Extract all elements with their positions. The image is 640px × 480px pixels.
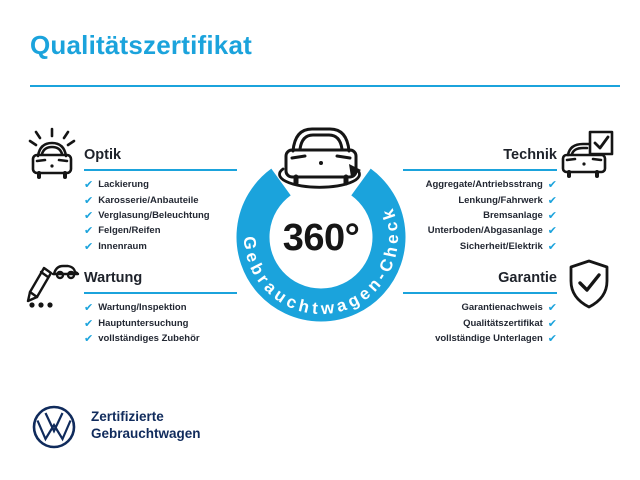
checklist-item: ✔ Unterboden/Abgasanlage	[427, 224, 557, 238]
check-icon: ✔	[84, 239, 94, 253]
section-wartung	[84, 270, 237, 346]
check-icon: ✔	[84, 316, 94, 330]
section-title-technik: Technik	[403, 147, 557, 171]
checklist-item: ✔ Innenraum	[84, 239, 147, 253]
footer-claim-line1: Zertifizierte	[91, 409, 164, 424]
technik-checklist	[403, 177, 557, 254]
check-icon: ✔	[547, 316, 557, 330]
garantie-checklist	[403, 300, 557, 346]
check-icon: ✔	[547, 301, 557, 315]
check-icon: ✔	[84, 193, 94, 207]
checklist-item: ✔ Aggregate/Antriebsstrang	[425, 178, 557, 192]
wartung-checklist	[84, 300, 237, 346]
checklist-item: ✔ Lenkung/Fahrwerk	[458, 193, 557, 207]
360-check-badge	[230, 125, 412, 325]
page-title: Qualitätszertifikat	[30, 30, 252, 60]
section-title-wartung: Wartung	[84, 270, 237, 294]
check-icon: ✔	[547, 178, 557, 192]
degree-label: 360°	[282, 217, 360, 259]
check-icon: ✔	[547, 331, 557, 345]
section-technik	[403, 147, 557, 254]
check-icon: ✔	[547, 224, 557, 238]
check-icon: ✔	[84, 208, 94, 222]
car-checkbox-icon	[558, 126, 616, 184]
checklist-item: ✔ Verglasung/Beleuchtung	[84, 208, 210, 222]
check-icon: ✔	[547, 239, 557, 253]
checklist-item: ✔ Wartung/Inspektion	[84, 301, 187, 315]
checklist-item: ✔ Lackierung	[84, 178, 149, 192]
checklist-item: ✔ Felgen/Reifen	[84, 224, 161, 238]
vw-logo-icon	[31, 404, 77, 450]
checklist-item: ✔ Hauptuntersuchung	[84, 316, 189, 330]
check-icon: ✔	[84, 331, 94, 345]
footer-claim-line2: Gebrauchtwagen	[91, 426, 201, 441]
section-garantie	[403, 270, 557, 346]
optik-checklist	[84, 177, 237, 254]
check-icon: ✔	[84, 301, 94, 315]
checklist-item: ✔ vollständiges Zubehör	[84, 331, 200, 345]
checklist-item: ✔ Karosserie/Anbauteile	[84, 193, 199, 207]
car-rotation-icon	[280, 129, 362, 187]
check-icon: ✔	[547, 193, 557, 207]
check-icon: ✔	[84, 224, 94, 238]
ring-label: Gebrauchtwagen-Check	[239, 205, 403, 319]
shield-check-icon	[563, 257, 615, 313]
checklist-item: ✔ Qualitätszertifikat	[463, 316, 557, 330]
checklist-item: ✔ Garantienachweis	[461, 301, 557, 315]
section-title-garantie: Garantie	[403, 270, 557, 294]
checklist-item: ✔ Bremsanlage	[483, 208, 557, 222]
car-shine-icon	[24, 126, 80, 182]
checklist-item: ✔ Sicherheit/Elektrik	[459, 239, 557, 253]
check-icon: ✔	[547, 208, 557, 222]
section-optik	[84, 147, 237, 254]
title-divider	[30, 85, 620, 87]
footer-claim	[91, 408, 201, 442]
checklist-item: ✔ vollständige Unterlagen	[435, 331, 557, 345]
pencil-car-icon	[24, 256, 80, 312]
section-title-optik: Optik	[84, 147, 237, 171]
check-icon: ✔	[84, 178, 94, 192]
